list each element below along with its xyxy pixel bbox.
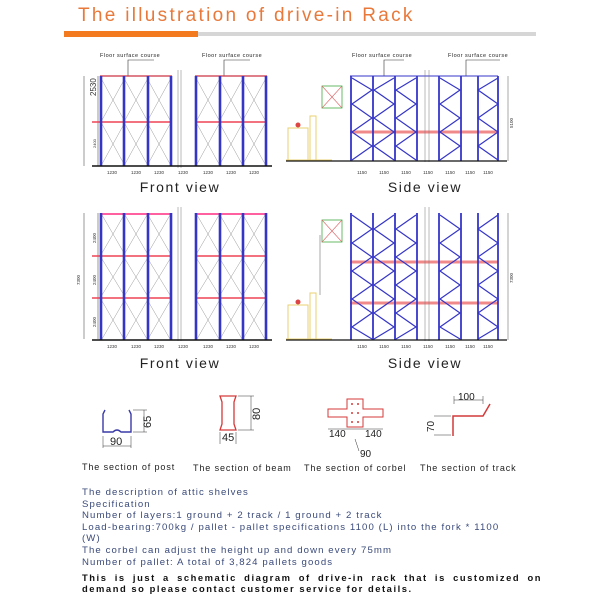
description-block xyxy=(82,487,532,568)
spec-line: The corbel can adjust the height up and down every 75mm xyxy=(82,544,393,556)
svg-text:90: 90 xyxy=(110,436,123,448)
page-title: The illustration of drive-in Rack xyxy=(78,5,415,26)
svg-text:Floor surface course: Floor surface course xyxy=(448,53,509,59)
corbel-section-label: The section of corbel xyxy=(304,463,407,473)
svg-text:1150: 1150 xyxy=(445,170,455,175)
svg-text:1150: 1150 xyxy=(401,344,411,349)
svg-text:1230: 1230 xyxy=(225,344,237,349)
spec-line: Number of layers:1 ground + 2 track / 1 ground + 2 track xyxy=(82,510,383,522)
side-view-diagram-2 xyxy=(282,205,542,350)
svg-text:140: 140 xyxy=(365,429,382,440)
svg-text:7300: 7300 xyxy=(76,274,81,285)
corbel-section-diagram xyxy=(325,395,395,460)
svg-text:1230: 1230 xyxy=(177,170,189,175)
svg-text:45: 45 xyxy=(222,432,235,444)
beam-section-label: The section of beam xyxy=(193,463,292,473)
svg-text:70: 70 xyxy=(426,420,437,432)
svg-text:1230: 1230 xyxy=(130,344,142,349)
svg-text:1150: 1150 xyxy=(401,170,411,175)
floor-label: Floor surface course xyxy=(202,53,263,59)
svg-text:1230: 1230 xyxy=(106,344,118,349)
disclaimer-note: This is just a schematic diagram of drive-in rack that is customized on demand so please contact customer service for details. xyxy=(82,572,542,594)
spec-line: Number of pallet: A total of 3,824 pallets goods xyxy=(82,556,334,568)
svg-text:1150: 1150 xyxy=(357,344,367,349)
side-view-label: Side view xyxy=(387,179,463,195)
side-view-label: Side view xyxy=(387,355,463,371)
svg-text:1230: 1230 xyxy=(106,170,118,175)
svg-text:100: 100 xyxy=(458,392,475,403)
front-view-label: Front view xyxy=(139,355,221,371)
svg-text:2400: 2400 xyxy=(92,316,97,327)
svg-text:65: 65 xyxy=(142,415,154,428)
svg-text:1150: 1150 xyxy=(357,170,367,175)
front-view-diagram-2 xyxy=(62,205,282,350)
svg-text:2400: 2400 xyxy=(92,232,97,243)
front-view-diagram-1 xyxy=(62,48,282,178)
spec-line: (W) xyxy=(82,533,101,545)
svg-text:1150: 1150 xyxy=(483,170,493,175)
svg-text:1230: 1230 xyxy=(130,170,142,175)
svg-text:1150: 1150 xyxy=(423,170,433,175)
front-view-label: Front view xyxy=(139,179,221,195)
svg-text:1150: 1150 xyxy=(445,344,455,349)
svg-text:1230: 1230 xyxy=(202,170,214,175)
side-view-diagram-1 xyxy=(282,48,542,178)
svg-text:90: 90 xyxy=(360,449,372,460)
svg-text:1230: 1230 xyxy=(153,170,165,175)
track-section-diagram xyxy=(420,390,500,445)
floor-label: Floor surface course xyxy=(100,53,161,59)
track-section-label: The section of track xyxy=(420,463,517,473)
svg-text:Floor surface course: Floor surface course xyxy=(352,53,413,59)
svg-text:1150: 1150 xyxy=(423,344,433,349)
spec-line: Load-bearing:700kg / pallet - pallet specifications 1100 (L) into the fork * 1100 xyxy=(82,521,500,533)
post-section-diagram xyxy=(95,400,165,455)
svg-text:2400: 2400 xyxy=(92,139,97,148)
svg-text:1230: 1230 xyxy=(225,170,237,175)
svg-text:2530: 2530 xyxy=(89,78,98,96)
post-section-label: The section of post xyxy=(82,462,176,472)
description-heading: The description of attic shelves xyxy=(82,487,249,498)
svg-text:2400: 2400 xyxy=(92,274,97,285)
svg-text:1230: 1230 xyxy=(177,344,189,349)
svg-text:1150: 1150 xyxy=(483,344,493,349)
svg-text:1230: 1230 xyxy=(153,344,165,349)
svg-text:5100: 5100 xyxy=(509,117,514,128)
svg-text:1230: 1230 xyxy=(202,344,214,349)
svg-text:1230: 1230 xyxy=(248,344,260,349)
svg-text:1230: 1230 xyxy=(248,170,260,175)
svg-text:7300: 7300 xyxy=(509,272,514,283)
svg-text:140: 140 xyxy=(329,429,346,440)
beam-section-diagram xyxy=(210,392,270,447)
title-accent-bar xyxy=(64,31,198,37)
svg-text:80: 80 xyxy=(251,407,263,420)
spec-line: Specification xyxy=(82,498,151,510)
svg-text:1150: 1150 xyxy=(465,170,475,175)
svg-text:1150: 1150 xyxy=(465,344,475,349)
svg-text:1150: 1150 xyxy=(379,170,389,175)
svg-text:1150: 1150 xyxy=(379,344,389,349)
